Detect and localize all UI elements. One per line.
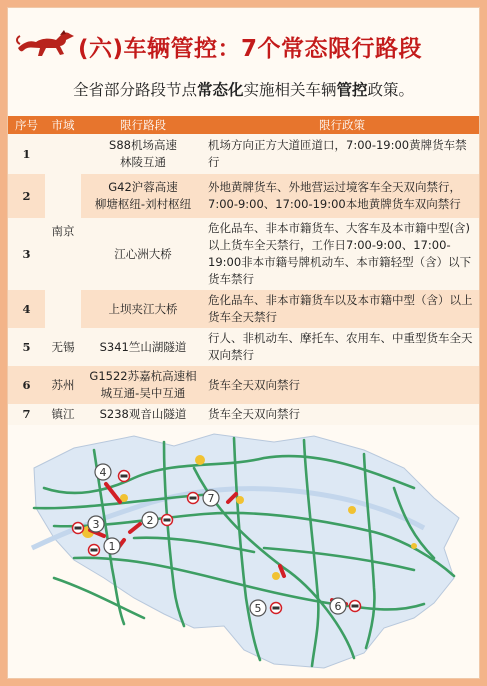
column-header-section: 限行路段 [81, 116, 205, 134]
table-header-row [8, 116, 479, 134]
subtitle-part: 全省部分路段节点 [72, 81, 197, 99]
row-city: 无锡 [45, 328, 81, 366]
marker-label: 6 [334, 600, 342, 613]
truck-glyph [164, 519, 171, 522]
truck-glyph [91, 549, 98, 552]
subtitle [8, 78, 479, 100]
section-text: S341竺山湖隧道 [99, 339, 187, 354]
row-number: 4 [8, 290, 45, 328]
section-text: 江心洲大桥 [114, 246, 172, 261]
row-city: 苏州 [45, 366, 81, 404]
marker-label: 7 [207, 492, 215, 505]
subtitle-emphasis: 管控 [336, 81, 368, 99]
page-title: (六)车辆管控：7个常态限行路段 [78, 36, 423, 62]
row-city: 南京 [45, 134, 81, 328]
row-policy: 外地黄牌货车、外地营运过境客车全天双向禁行，7:00-9:00、17:00-19:00本地黄牌货车双向禁行 [205, 174, 479, 218]
running-horse-icon [16, 28, 78, 62]
row-policy: 行人、非机动车、摩托车、农用车、中重型货车全天双向禁行 [205, 328, 479, 366]
row-section [81, 218, 205, 290]
truck-glyph [352, 605, 359, 608]
row-policy: 危化品车、非本市籍货车、大客车及本市籍中型(含)以上货车全天禁行，工作日7:00-9:00、17:00-19:00非本市籍号牌机动车、本市籍轻型（含）以下货车禁行 [205, 218, 479, 290]
row-number: 5 [8, 328, 45, 366]
section-text: S238观音山隧道 [99, 407, 187, 421]
row-section [81, 328, 205, 366]
row-number: 6 [8, 366, 45, 404]
row-city: 镇江 [45, 404, 81, 425]
restriction-map [14, 428, 474, 674]
page-frame [8, 8, 479, 678]
section-text: G42沪蓉高速 柳塘枢纽-刘村枢纽 [94, 180, 192, 211]
table-row [8, 366, 479, 404]
row-section [81, 290, 205, 328]
column-header-policy: 限行政策 [205, 116, 479, 134]
section-text: 上坝夹江大桥 [108, 301, 178, 316]
table-row [8, 134, 479, 174]
row-policy: 机场方向正方大道匝道口，7:00-19:00黄牌货车禁行 [205, 134, 479, 174]
truck-glyph [75, 527, 82, 530]
row-number: 1 [8, 134, 45, 174]
restriction-table [8, 116, 479, 425]
column-header-no: 序号 [8, 116, 45, 134]
column-header-city: 市域 [45, 116, 81, 134]
table-row [8, 404, 479, 425]
truck-glyph [190, 497, 197, 500]
truck-glyph [121, 475, 128, 478]
row-section [81, 174, 205, 218]
row-policy: 危化品车、非本市籍货车以及本市籍中型（含）以上货车全天禁行 [205, 290, 479, 328]
table-row [8, 328, 479, 366]
subtitle-part: 政策。 [367, 81, 415, 99]
row-number: 3 [8, 218, 45, 290]
marker-label: 1 [108, 540, 116, 553]
marker-label: 4 [99, 466, 107, 479]
truck-glyph [273, 607, 280, 610]
row-section [81, 404, 205, 425]
marker-label: 2 [146, 514, 154, 527]
marker-label: 5 [254, 602, 262, 615]
subtitle-emphasis: 常态化 [196, 81, 244, 99]
row-policy: 货车全天双向禁行 [205, 404, 479, 425]
marker-label: 3 [92, 518, 100, 531]
section-text: G1522苏嘉杭高速相 城互通-吴中互通 [89, 369, 197, 400]
subtitle-part: 实施相关车辆 [243, 81, 337, 99]
row-number: 7 [8, 404, 45, 425]
section-text: S88机场高速 林陵互通 [109, 138, 177, 169]
row-section [81, 366, 205, 404]
row-number: 2 [8, 174, 45, 218]
header [8, 28, 479, 64]
row-section [81, 134, 205, 174]
row-policy: 货车全天双向禁行 [205, 366, 479, 404]
